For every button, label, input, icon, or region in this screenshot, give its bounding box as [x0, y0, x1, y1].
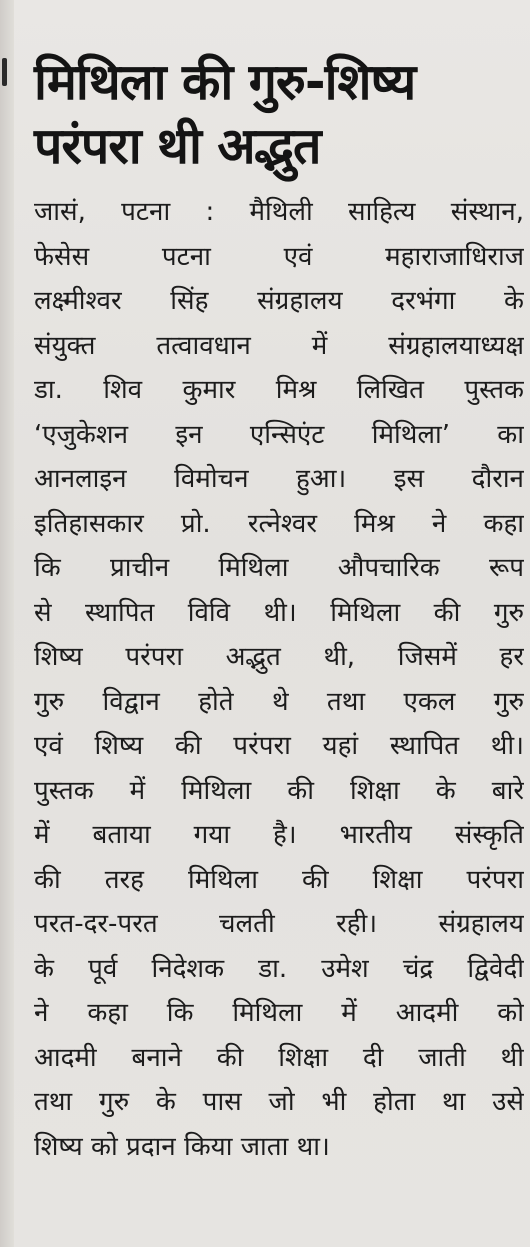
- body-line: शिष्य परंपरा अद्भुत थी, जिसमें हर: [34, 642, 524, 672]
- body-line: फेसेस पटना एवं महाराजाधिराज: [34, 241, 524, 272]
- headline: [34, 50, 514, 178]
- body-line: से स्थापित विवि थी। मिथिला की गुरु: [34, 597, 524, 628]
- article-body: [34, 190, 524, 1169]
- body-line-last: शिष्य को प्रदान किया जाता था।: [34, 1131, 330, 1162]
- body-line: गुरु विद्वान होते थे तथा एकल गुरु: [34, 686, 524, 717]
- body-line: के पूर्व निदेशक डा. उमेश चंद्र द्विवेदी: [34, 953, 524, 984]
- column-rule: [0, 0, 14, 1247]
- body-line-1: [34, 190, 524, 235]
- body-line: तथा गुरु के पास जो भी होता था उसे: [34, 1087, 524, 1117]
- body-line: लक्ष्मीश्वर सिंह संग्रहालय दरभंगा के: [34, 286, 524, 316]
- body-line: आदमी बनाने की शिक्षा दी जाती थी: [34, 1042, 524, 1073]
- body-line: ने कहा कि मिथिला में आदमी को: [34, 998, 524, 1028]
- body-line: पुस्तक में मिथिला की शिक्षा के बारे: [34, 775, 524, 806]
- body-line: संयुक्त तत्वावधान में संग्रहालयाध्यक्ष: [34, 330, 524, 361]
- body-line: की तरह मिथिला की शिक्षा परंपरा: [34, 864, 524, 895]
- body-line: परत-दर-परत चलती रही। संग्रहालय: [34, 909, 524, 939]
- column-marker: [2, 58, 7, 86]
- body-line: डा. शिव कुमार मिश्र लिखित पुस्तक: [34, 375, 524, 405]
- body-line: कि प्राचीन मिथिला औपचारिक रूप: [34, 553, 524, 583]
- headline-line-2: परंपरा थी अद्भुत: [34, 117, 321, 175]
- body-line-1-text: मैथिली साहित्य संस्थान,: [249, 197, 524, 227]
- body-line: ‘एजुकेशन इन एन्सिएंट मिथिला’ का: [34, 419, 524, 450]
- body-line: आनलाइन विमोचन हुआ। इस दौरान: [34, 464, 524, 494]
- body-line: में बताया गया है। भारतीय संस्कृति: [34, 820, 524, 850]
- body-line: इतिहासकार प्रो. रत्नेश्वर मिश्र ने कहा: [34, 508, 524, 539]
- body-line: एवं शिष्य की परंपरा यहां स्थापित थी।: [34, 731, 524, 761]
- headline-line-1: मिथिला की गुरु-शिष्य: [34, 53, 416, 111]
- dateline: जासं, पटना :: [34, 197, 215, 227]
